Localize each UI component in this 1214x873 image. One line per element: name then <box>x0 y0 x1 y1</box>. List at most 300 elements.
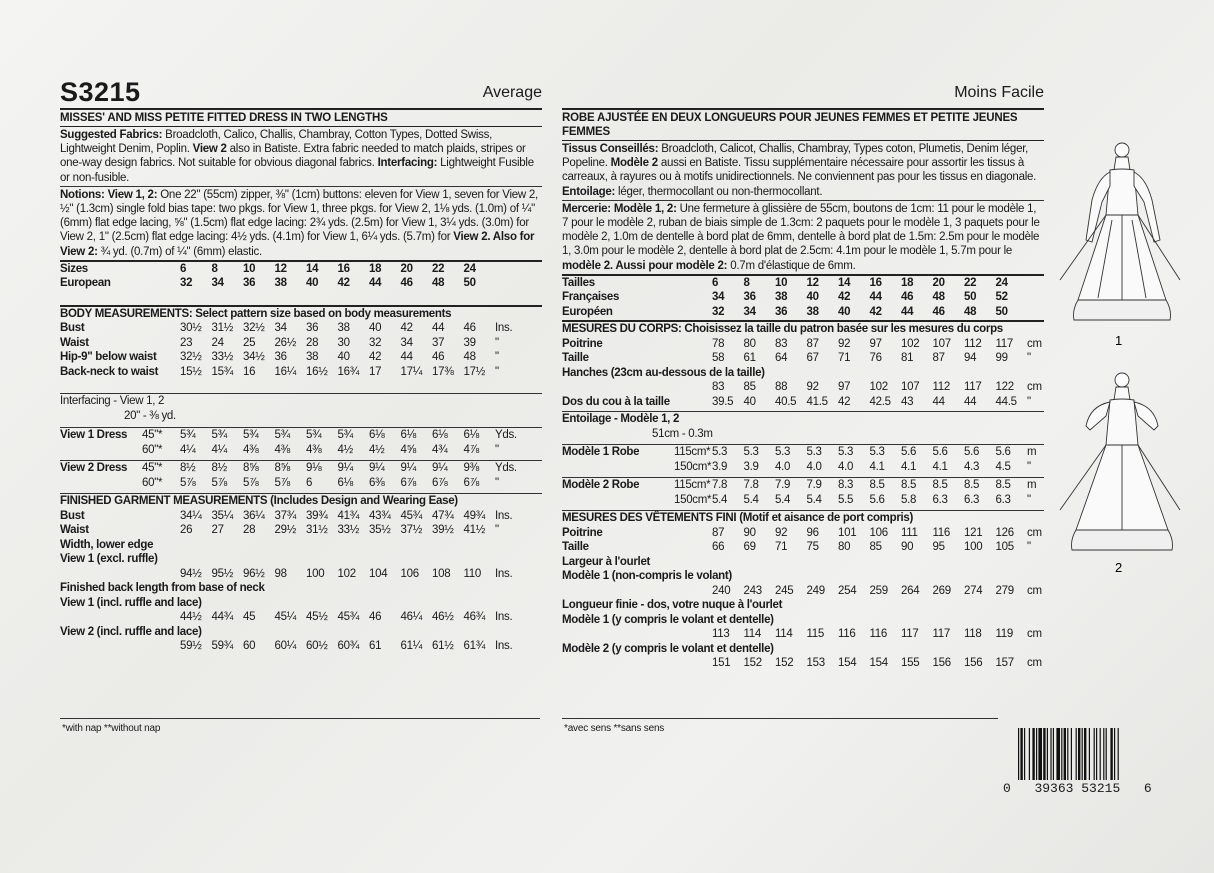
entoilage-heading: Entoilage - Modèle 1, 2 <box>562 413 680 426</box>
table-cell: 16 <box>869 276 882 289</box>
table-cell: 36 <box>243 277 256 290</box>
difficulty-level: Average <box>482 84 542 101</box>
table-cell: 38 <box>306 351 319 364</box>
table-cell: 40 <box>806 291 819 304</box>
table-cell: 5.5 <box>838 493 854 506</box>
table-cell: 46 <box>432 351 445 364</box>
table-cell: 259 <box>869 584 888 597</box>
finished-measurements-table <box>60 509 542 654</box>
table-row <box>562 305 1044 320</box>
table-cell: 110 <box>463 567 481 580</box>
table-cell: 4¼ <box>211 443 227 456</box>
table-cell: 5.3 <box>743 446 759 459</box>
table-cell: 46½ <box>432 611 454 624</box>
table-cell: 6 <box>180 262 187 275</box>
unit-cell: " <box>495 351 499 364</box>
table-row <box>562 290 1044 305</box>
unit-cell: Ins. <box>495 611 513 624</box>
table-cell: 36 <box>274 351 287 364</box>
finished-measurements-table-fr <box>562 526 1044 671</box>
row-label: View 1 (incl. ruffle and lace) <box>60 596 202 609</box>
table-cell: 4.1 <box>932 460 948 473</box>
table-cell: 243 <box>743 584 762 597</box>
table-cell: 106 <box>400 567 419 580</box>
fabric-width: 150cm* <box>674 460 712 473</box>
table-row <box>562 526 1044 541</box>
table-cell: 6⅞ <box>400 476 416 489</box>
table-cell: 44 <box>901 305 914 318</box>
unit-cell: " <box>495 336 499 349</box>
table-row <box>60 365 542 380</box>
table-cell: 97 <box>838 381 851 394</box>
table-cell: 17⅜ <box>432 365 454 378</box>
table-cell: 39.5 <box>712 395 734 408</box>
table-cell: 34 <box>712 291 725 304</box>
table-cell: 4.5 <box>995 460 1011 473</box>
row-label: Waist <box>60 524 89 537</box>
table-cell: 31½ <box>306 524 328 537</box>
table-cell: 37½ <box>400 524 422 537</box>
table-cell: 27 <box>211 524 224 537</box>
table-cell: 6⅞ <box>463 476 479 489</box>
table-cell: 117 <box>932 628 950 641</box>
table-cell: 17 <box>369 365 382 378</box>
row-label: Width, lower edge <box>60 538 154 551</box>
table-cell: 95½ <box>211 567 233 580</box>
table-cell: 117 <box>995 337 1013 350</box>
table-cell: 38 <box>337 322 350 335</box>
unit-cell: cm <box>1027 526 1042 539</box>
table-cell: 60¼ <box>274 640 296 653</box>
row-label: Modèle 1 Robe <box>562 446 640 459</box>
body-measurements-heading-fr: MESURES DU CORPS: Choisissez la taille du patron basée sur les mesures du corps <box>562 323 1003 336</box>
barcode-bar <box>1043 728 1045 780</box>
row-label <box>562 627 712 642</box>
table-cell: 9¼ <box>337 462 353 475</box>
table-cell: 60 <box>243 640 256 653</box>
table-cell: 40 <box>838 305 851 318</box>
table-cell: 5¾ <box>243 429 259 442</box>
table-cell: 26½ <box>274 336 296 349</box>
finished-measurements-heading: FINISHED GARMENT MEASUREMENTS (Includes Design and Wearing Ease) <box>60 495 458 508</box>
table-cell: 116 <box>932 526 950 539</box>
table-cell: 153 <box>806 657 825 670</box>
table-cell: 5.6 <box>901 446 917 459</box>
table-cell: 38 <box>274 277 287 290</box>
table-row <box>562 584 1044 599</box>
table-cell: 85 <box>743 381 756 394</box>
table-cell: 5.3 <box>712 446 728 459</box>
table-cell: 117 <box>964 381 982 394</box>
row-label <box>60 639 180 654</box>
table-cell: 151 <box>712 657 731 670</box>
table-cell: 16 <box>243 365 256 378</box>
table-row <box>562 380 1044 395</box>
table-cell: 3.9 <box>743 460 759 473</box>
table-cell: 29½ <box>274 524 296 537</box>
table-row <box>562 613 1044 628</box>
table-cell: 23 <box>180 336 193 349</box>
table-row <box>562 478 1044 493</box>
table-cell: 61 <box>743 352 756 365</box>
table-cell: 8⅝ <box>274 462 290 475</box>
table-cell: 25 <box>243 336 256 349</box>
barcode-bar <box>1114 728 1115 780</box>
table-row <box>60 596 542 611</box>
table-cell: 78 <box>712 337 725 350</box>
barcode-bar <box>1084 728 1086 780</box>
table-cell: 96½ <box>243 567 265 580</box>
table-cell: 44 <box>964 395 977 408</box>
table-cell: 4⅜ <box>306 443 322 456</box>
fabric-width: 115cm* <box>674 479 711 492</box>
table-cell: 40.5 <box>775 395 797 408</box>
pattern-code: S3215 <box>60 77 141 107</box>
table-cell: 5¾ <box>274 429 290 442</box>
unit-cell: Ins. <box>495 509 513 522</box>
table-cell: 14 <box>306 262 319 275</box>
table-cell: 36 <box>306 322 319 335</box>
barcode-bar <box>1096 728 1097 780</box>
table-cell: 5.3 <box>869 446 885 459</box>
table-cell: 20 <box>400 262 413 275</box>
table-cell: 6 <box>306 476 313 489</box>
barcode-bar <box>1100 728 1101 780</box>
barcode-bar <box>1061 728 1062 780</box>
table-row <box>562 395 1044 410</box>
row-label: Bust <box>60 322 85 335</box>
table-cell: 12 <box>274 262 287 275</box>
table-cell: 39¾ <box>306 509 328 522</box>
table-row <box>60 321 542 336</box>
table-row <box>562 656 1044 671</box>
table-cell: 30 <box>337 336 350 349</box>
table-cell: 4½ <box>369 443 385 456</box>
table-cell: 76 <box>869 352 882 365</box>
table-cell: 83 <box>712 381 725 394</box>
table-cell: 5.4 <box>712 493 728 506</box>
barcode-bar <box>1053 728 1054 780</box>
mercerie: Mercerie: Modèle 1, 2: Une fermeture à glissière de 55cm, boutons de 1cm: 11 pour le modèle 1, 7 pour le modèle 2, ruban de biais simple de 1.3cm: 2 paquets pour le modèle 1, 3 paquets pour le modèle 2, 1.0m de dentelle à bord plat de 6mm, dentelle à bord plat de 1.5m: 2.5m pour le modèle 1, 3.0m pour le modèle 2, dentelle à bord plat de 2.5cm: 4.1m pour le modèle 1, 5.7m pour le modèle 2. Aussi pour modèle 2: 0.7m d'élastique de 6mm. <box>562 202 1040 272</box>
table-cell: 44½ <box>180 611 202 624</box>
table-cell: 6⅜ <box>369 476 385 489</box>
table-cell: 60½ <box>306 640 328 653</box>
table-cell: 10 <box>775 276 788 289</box>
table-cell: 5.6 <box>869 493 885 506</box>
table-cell: 5¾ <box>337 429 353 442</box>
body-measurements-table <box>60 321 542 379</box>
footnote-fr: *avec sens **sans sens <box>564 723 665 734</box>
fabric-width: 60"* <box>142 476 163 489</box>
row-label <box>60 476 142 491</box>
table-cell: 5¾ <box>211 429 227 442</box>
row-label <box>60 443 142 458</box>
fabric-width: 115cm* <box>674 446 711 459</box>
unit-cell: " <box>495 365 499 378</box>
fabric-width: 60"* <box>142 443 163 456</box>
table-row <box>60 581 542 596</box>
row-label: Finished back length from base of neck <box>60 582 265 595</box>
table-cell: 4½ <box>337 443 353 456</box>
table-cell: 108 <box>432 567 451 580</box>
table-cell: 44 <box>432 322 445 335</box>
row-label: Modèle 2 Robe <box>562 479 640 492</box>
interfacing-heading: Interfacing - View 1, 2 <box>60 395 165 408</box>
interfacing-amount: 20" - ⅜ yd. <box>124 409 176 422</box>
table-cell: 64 <box>775 352 788 365</box>
robe2-metrage-table <box>562 478 1044 507</box>
table-cell: 37¾ <box>274 509 296 522</box>
table-cell: 66 <box>712 541 725 554</box>
table-row <box>60 461 542 476</box>
table-cell: 46 <box>901 291 914 304</box>
table-cell: 71 <box>775 541 788 554</box>
unit-cell: Ins. <box>495 322 513 335</box>
row-label <box>562 584 712 599</box>
table-cell: 152 <box>743 657 762 670</box>
table-cell: 92 <box>838 337 851 350</box>
barcode-bar <box>1038 728 1042 780</box>
notions: Notions: View 1, 2: One 22" (55cm) zipper, ⅜" (1cm) buttons: eleven for View 1, seven for View 2, ½" (1.3cm) single fold bias tape: two pkgs. for View 1, three pkgs. for View 2, 1⅛ yds. (1.0m) of ¼" (6mm) flat edge lacing, ⅝" (1.5cm) flat edge lacing: 2¾ yds. (2.5m) for View 1, 3¼ yds. (3.0m) for View 2, 1" (2.5cm) flat edge lacing: 4½ yds. (4.1m) for View 1, 6¼ yds. (5.7m) for View 2. Also for View 2: ¾ yd. (0.7m) of ¼" (6mm) elastic. <box>60 188 538 258</box>
table-cell: 28 <box>306 336 319 349</box>
barcode-bar <box>1078 728 1080 780</box>
table-cell: 5.3 <box>775 446 791 459</box>
table-cell: 34 <box>743 305 756 318</box>
unit-cell: Ins. <box>495 640 513 653</box>
pattern-title-fr: ROBE AJUSTÉE EN DEUX LONGUEURS POUR JEUNES FEMMES ET PETITE JEUNES FEMMES <box>562 108 1044 141</box>
table-cell: 5.3 <box>838 446 854 459</box>
table-cell: 105 <box>995 541 1014 554</box>
table-row <box>60 336 542 351</box>
table-cell: 41.5 <box>806 395 828 408</box>
table-cell: 6⅛ <box>400 429 416 442</box>
table-cell: 45¼ <box>274 611 296 624</box>
table-cell: 5.8 <box>901 493 917 506</box>
view2-yardage-table <box>60 461 542 490</box>
table-cell: 6⅛ <box>369 429 385 442</box>
table-cell: 92 <box>806 381 819 394</box>
table-cell: 119 <box>995 628 1013 641</box>
table-cell: 88 <box>775 381 788 394</box>
table-cell: 5⅞ <box>243 476 259 489</box>
table-cell: 61 <box>369 640 382 653</box>
table-cell: 117 <box>901 628 919 641</box>
table-row <box>60 350 542 365</box>
table-cell: 154 <box>838 657 857 670</box>
table-cell: 269 <box>932 584 951 597</box>
table-cell: 34 <box>274 322 287 335</box>
table-cell: 6.3 <box>964 493 980 506</box>
table-cell: 48 <box>432 277 445 290</box>
table-cell: 24 <box>995 276 1008 289</box>
table-cell: 8.5 <box>932 479 948 492</box>
table-row <box>562 642 1044 657</box>
table-cell: 157 <box>995 657 1014 670</box>
barcode-bars <box>1018 728 1154 784</box>
row-label <box>562 656 712 671</box>
table-cell: 6⅞ <box>432 476 448 489</box>
table-cell: 34¼ <box>180 509 202 522</box>
barcode-bar <box>1071 728 1072 780</box>
table-cell: 35¼ <box>211 509 233 522</box>
table-cell: 6⅛ <box>432 429 448 442</box>
table-cell: 61½ <box>432 640 454 653</box>
table-cell: 95 <box>932 541 945 554</box>
table-cell: 61¼ <box>400 640 422 653</box>
table-cell: 16¼ <box>274 365 296 378</box>
table-cell: 36 <box>743 291 756 304</box>
table-cell: 80 <box>743 337 756 350</box>
row-label: View 1 (excl. ruffle) <box>60 553 158 566</box>
table-cell: 42 <box>838 291 851 304</box>
table-cell: 32½ <box>243 322 265 335</box>
unit-cell: " <box>1027 395 1031 408</box>
table-cell: 24 <box>211 336 224 349</box>
table-cell: 22 <box>432 262 445 275</box>
pattern-title: MISSES' AND MISS PETITE FITTED DRESS IN TWO LENGTHS <box>60 108 542 127</box>
table-cell: 42.5 <box>869 395 891 408</box>
table-cell: 36¼ <box>243 509 265 522</box>
table-cell: 34 <box>400 336 413 349</box>
table-cell: 94½ <box>180 567 202 580</box>
table-row <box>60 552 542 567</box>
table-cell: 9¼ <box>369 462 385 475</box>
table-cell: 52 <box>995 291 1008 304</box>
table-cell: 111 <box>901 526 918 539</box>
table-cell: 112 <box>964 337 982 350</box>
table-cell: 102 <box>901 337 920 350</box>
table-cell: 10 <box>243 262 256 275</box>
table-cell: 126 <box>995 526 1014 539</box>
table-cell: 7.8 <box>743 479 759 492</box>
table-cell: 42 <box>869 305 882 318</box>
table-cell: 14 <box>838 276 851 289</box>
table-cell: 67 <box>806 352 819 365</box>
barcode-bar <box>1076 728 1077 780</box>
table-cell: 5.6 <box>995 446 1011 459</box>
table-row <box>60 523 542 538</box>
unit-cell: " <box>1027 460 1031 473</box>
table-row <box>60 476 542 491</box>
table-cell: 32 <box>712 305 725 318</box>
table-cell: 100 <box>306 567 325 580</box>
table-cell: 115 <box>806 628 824 641</box>
table-cell: 90 <box>901 541 914 554</box>
table-cell: 4.0 <box>806 460 822 473</box>
view2-dress-sketch <box>1060 373 1180 550</box>
table-cell: 44¾ <box>211 611 233 624</box>
table-cell: 102 <box>869 381 888 394</box>
table-cell: 87 <box>806 337 819 350</box>
table-cell: 42 <box>400 322 413 335</box>
table-cell: 97 <box>869 337 882 350</box>
table-cell: 44 <box>869 291 882 304</box>
table-cell: 46¼ <box>400 611 422 624</box>
table-cell: 9⅜ <box>463 462 479 475</box>
barcode-bar <box>1118 728 1119 780</box>
barcode-bar <box>1047 728 1048 780</box>
table-cell: 264 <box>901 584 920 597</box>
table-cell: 39½ <box>432 524 454 537</box>
table-row <box>562 337 1044 352</box>
barcode-bar <box>1024 728 1025 780</box>
barcode-bar <box>1064 728 1066 780</box>
table-cell: 32½ <box>180 351 202 364</box>
table-cell: 8.5 <box>964 479 980 492</box>
barcode-bar <box>1067 728 1068 780</box>
unit-cell: " <box>495 443 499 456</box>
table-cell: 32 <box>180 277 193 290</box>
row-label <box>60 567 180 582</box>
barcode-bar <box>1082 728 1083 780</box>
barcode-bar <box>1089 728 1090 780</box>
table-cell: 5⅞ <box>180 476 196 489</box>
unit-cell: " <box>1027 493 1031 506</box>
row-label: View 2 (incl. ruffle and lace) <box>60 625 202 638</box>
table-cell: 43¾ <box>369 509 391 522</box>
table-row <box>60 625 542 640</box>
table-cell: 48 <box>463 351 476 364</box>
table-cell: 28 <box>243 524 256 537</box>
table-cell: 16½ <box>306 365 328 378</box>
table-cell: 61¾ <box>463 640 485 653</box>
table-cell: 44 <box>369 277 382 290</box>
table-cell: 34 <box>211 277 224 290</box>
table-row <box>562 276 1044 291</box>
row-label: View 1 Dress <box>60 429 128 442</box>
table-cell: 59¾ <box>211 640 233 653</box>
table-cell: 8 <box>743 276 750 289</box>
table-row <box>60 428 542 443</box>
view1-number: 1 <box>1115 333 1123 348</box>
table-cell: 5.4 <box>743 493 759 506</box>
table-row <box>60 509 542 524</box>
table-row <box>60 567 542 582</box>
unit-cell <box>495 276 542 291</box>
table-row <box>562 351 1044 366</box>
table-row <box>60 276 542 291</box>
table-cell: 94 <box>964 352 977 365</box>
row-label <box>562 460 674 475</box>
table-cell: 45½ <box>306 611 328 624</box>
row-label: Modèle 2 (y compris le volant et dentelle) <box>562 642 774 655</box>
table-cell: 6⅛ <box>463 429 479 442</box>
table-row <box>60 262 542 277</box>
table-cell: 3.9 <box>712 460 728 473</box>
table-cell: 6.3 <box>932 493 948 506</box>
table-cell: 49¾ <box>463 509 485 522</box>
barcode-number: 0 39363 53215 6 <box>1003 781 1152 796</box>
table-cell: 46¾ <box>463 611 485 624</box>
row-label: Largeur à l'ourlet <box>562 555 651 568</box>
table-cell: 9⅛ <box>306 462 322 475</box>
difficulty-level-fr: Moins Facile <box>954 84 1044 101</box>
table-cell: 41¾ <box>337 509 359 522</box>
table-cell: 44 <box>932 395 945 408</box>
table-cell: 240 <box>712 584 731 597</box>
row-label: European <box>60 277 111 290</box>
table-cell: 44 <box>400 351 413 364</box>
table-cell: 46 <box>932 305 945 318</box>
table-cell: 16 <box>337 262 350 275</box>
barcode-bar <box>1106 728 1107 780</box>
row-label: Sizes <box>60 262 88 275</box>
table-cell: 43 <box>901 395 914 408</box>
table-cell: 87 <box>932 352 945 365</box>
table-cell: 34½ <box>243 351 265 364</box>
table-cell: 5.3 <box>806 446 822 459</box>
table-row <box>562 569 1044 584</box>
